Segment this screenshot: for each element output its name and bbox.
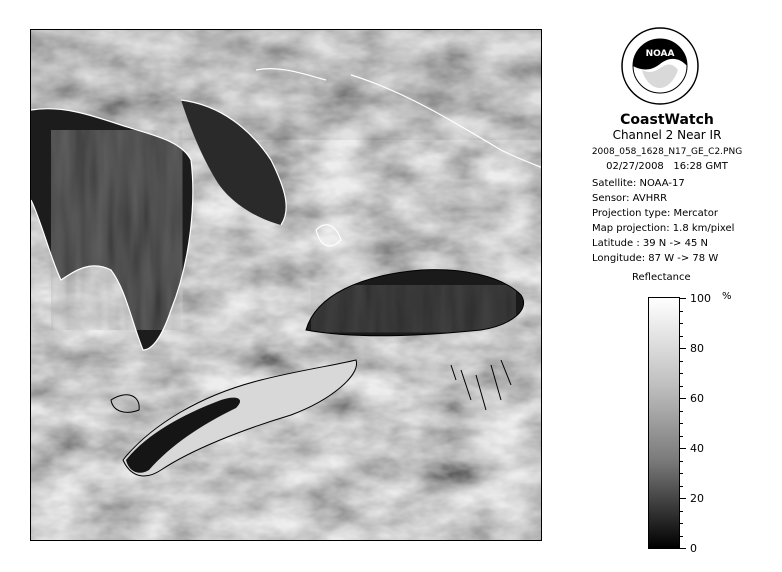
colorbar-minor-tick xyxy=(680,486,683,487)
colorbar-major-tick xyxy=(680,298,686,299)
satellite-image-svg xyxy=(31,30,542,541)
map-projection-label: Map projection: 1.8 km/pixel xyxy=(592,223,735,234)
colorbar-minor-tick xyxy=(680,461,683,462)
satellite-label: Satellite: NOAA-17 xyxy=(592,178,685,189)
colorbar-tick-label: 100 xyxy=(690,292,711,305)
colorbar-minor-tick xyxy=(680,523,683,524)
colorbar-major-tick xyxy=(680,548,686,549)
latitude-label: Latitude : 39 N -> 45 N xyxy=(592,238,708,249)
colorbar-minor-tick xyxy=(680,473,683,474)
colorbar-tick-label: 60 xyxy=(690,392,704,405)
colorbar-title: Reflectance xyxy=(632,272,691,283)
date-value: 02/27/2008 xyxy=(606,161,664,172)
channel-label: Channel 2 Near IR xyxy=(612,128,722,142)
colorbar-minor-tick xyxy=(680,361,683,362)
colorbar-tick-label: 20 xyxy=(690,492,704,505)
colorbar-major-tick xyxy=(680,348,686,349)
reflectance-colorbar xyxy=(648,297,680,549)
filename-label: 2008_058_1628_N17_GE_C2.PNG xyxy=(591,147,743,157)
colorbar-minor-tick xyxy=(680,536,683,537)
colorbar-tick-label: 40 xyxy=(690,442,704,455)
colorbar-minor-tick xyxy=(680,511,683,512)
product-title: CoastWatch xyxy=(620,112,714,128)
datetime-label xyxy=(562,160,772,174)
projection-type-label: Projection type: Mercator xyxy=(592,208,718,219)
colorbar-minor-tick xyxy=(680,423,683,424)
colorbar-minor-tick xyxy=(680,386,683,387)
svg-text:NOAA: NOAA xyxy=(645,49,675,59)
colorbar-units: % xyxy=(722,291,732,302)
colorbar-major-tick xyxy=(680,498,686,499)
sensor-label: Sensor: AVHRR xyxy=(592,193,668,204)
colorbar-major-tick xyxy=(680,398,686,399)
colorbar-minor-tick xyxy=(680,411,683,412)
time-value: 16:28 GMT xyxy=(673,161,728,172)
colorbar-minor-tick xyxy=(680,373,683,374)
colorbar-minor-tick xyxy=(680,311,683,312)
colorbar-tick-label: 0 xyxy=(690,542,697,555)
colorbar-minor-tick xyxy=(680,436,683,437)
satellite-image xyxy=(30,29,542,541)
colorbar-minor-tick xyxy=(680,336,683,337)
colorbar-major-tick xyxy=(680,448,686,449)
colorbar-minor-tick xyxy=(680,323,683,324)
colorbar-tick-label: 80 xyxy=(690,342,704,355)
noaa-logo xyxy=(620,26,700,106)
longitude-label: Longitude: 87 W -> 78 W xyxy=(592,253,719,264)
